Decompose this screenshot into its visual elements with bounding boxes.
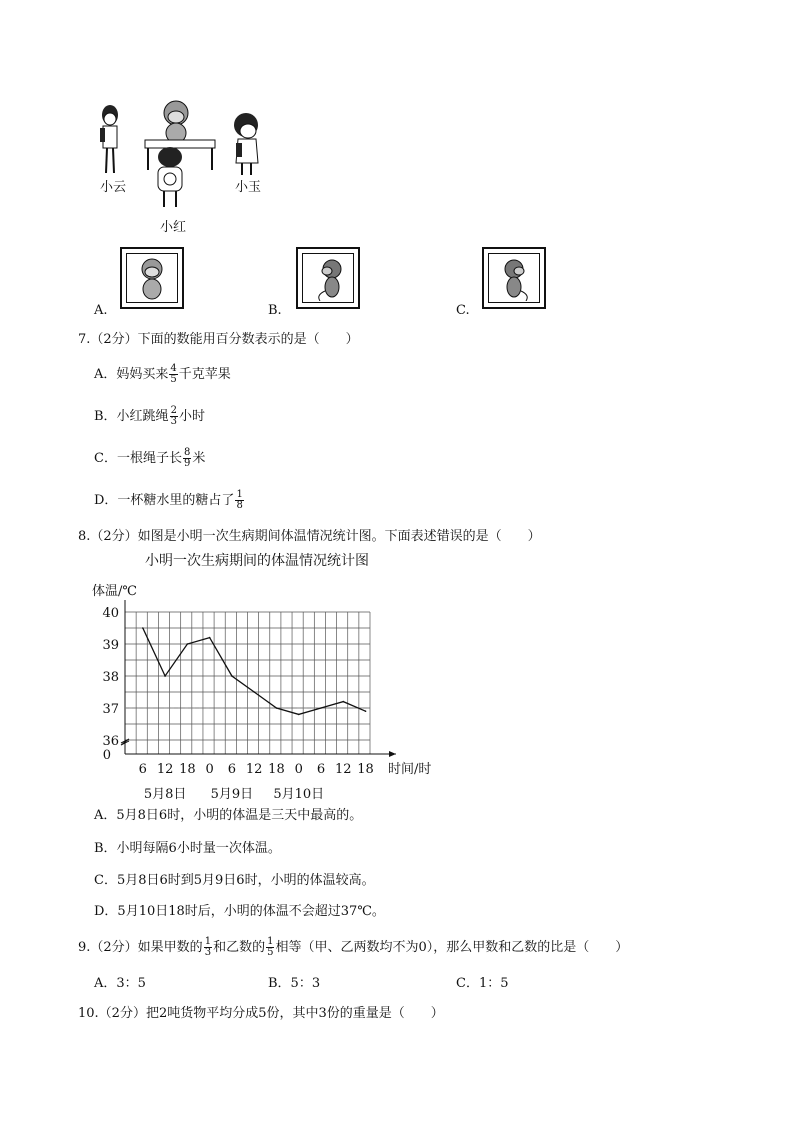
y-tick-label: 36 [102, 734, 119, 749]
chart-title: 小明一次生病期间的体温情况统计图 [145, 553, 369, 569]
data-point [298, 714, 300, 716]
q6-option-a-picture[interactable] [120, 247, 184, 309]
monkey-front-icon [132, 257, 172, 301]
q7-a-text: A．妈妈买来 [94, 367, 169, 382]
q7-option-a[interactable] [94, 362, 231, 388]
q7-b-text: B．小红跳绳 [94, 409, 169, 424]
q7-b-unit: 小时 [178, 409, 205, 424]
fraction: $\frac{4}{5}$ [170, 363, 177, 385]
y-tick-label: 40 [102, 606, 119, 621]
q8-option-a[interactable]: A．5月8日6时，小明的体温是三天中最高的。 [94, 808, 363, 823]
x-tick-label: 12 [245, 762, 263, 777]
q8-option-c[interactable]: C．5月8日6时到5月9日6时，小明的体温较高。 [94, 873, 375, 888]
q7-option-c[interactable] [94, 446, 205, 472]
fraction: $\frac{8}{9}$ [183, 447, 191, 469]
x-axis-arrow [389, 751, 396, 757]
data-point [365, 710, 367, 712]
day-label: 5月8日 [143, 787, 187, 802]
scene-illustration [90, 95, 290, 215]
data-point [342, 701, 344, 703]
data-point [142, 627, 144, 629]
y-tick-label: 39 [102, 638, 119, 653]
x-tick-label: 6 [316, 762, 326, 777]
q9-option-b[interactable]: B．5：3 [268, 976, 321, 991]
label-xiaohong: 小红 [160, 220, 187, 235]
q7-d-text: D．一杯糖水里的糖占了 [94, 493, 235, 508]
q7-a-unit: 千克苹果 [178, 367, 231, 382]
q9-stem-part3: 相等（甲、乙两数均不为0），那么甲数和乙数的比是（ ） [275, 940, 629, 955]
q8-option-d[interactable]: D．5月10日18时后，小明的体温不会超过37℃。 [94, 904, 385, 919]
q6-option-c-label: C. [456, 303, 470, 318]
label-xiaoyun: 小云 [100, 180, 127, 195]
q8-option-b[interactable]: B．小明每隔6小时量一次体温。 [94, 841, 281, 856]
y-axis-label: 体温/℃ [92, 584, 137, 599]
x-tick-label: 0 [205, 762, 214, 777]
q6-option-b-picture[interactable] [296, 247, 360, 309]
monkey-side-left-icon [310, 257, 350, 301]
data-point [164, 675, 166, 677]
x-tick-label: 0 [294, 762, 303, 777]
fraction: $\frac{2}{3}$ [170, 405, 177, 427]
q9-option-c[interactable]: C．1：5 [456, 976, 509, 991]
temperature-series-line [143, 628, 366, 714]
data-point [253, 691, 255, 693]
fraction: $\frac{1}{3}$ [204, 936, 212, 958]
q8-stem: 8.（2分）如图是小明一次生病期间体温情况统计图。下面表述错误的是（ ） [78, 529, 541, 544]
q7-c-unit: 米 [192, 451, 206, 466]
day-label: 5月10日 [273, 787, 325, 802]
fraction: $\frac{1}{8}$ [236, 489, 243, 511]
girl-hong-figure [158, 147, 182, 207]
q7-option-b[interactable] [94, 404, 205, 430]
q9-stem-part2: 和乙数的 [213, 940, 266, 955]
data-point [320, 707, 322, 709]
y-origin-label: 0 [102, 748, 111, 763]
q9-stem [78, 934, 628, 962]
x-tick-label: 18 [357, 762, 374, 777]
x-tick-label: 12 [156, 762, 174, 777]
label-xiaoyu: 小玉 [235, 180, 262, 195]
x-tick-label: 18 [268, 762, 285, 777]
q6-option-a-label: A. [94, 303, 108, 318]
data-point [231, 675, 233, 677]
q6-option-b-label: B. [268, 303, 282, 318]
y-tick-label: 38 [102, 670, 119, 685]
q10-stem: 10.（2分）把2吨货物平均分成5份，其中3份的重量是（ ） [78, 1006, 444, 1021]
data-point [276, 707, 278, 709]
x-axis-label: 时间/时 [388, 762, 432, 777]
y-tick-label: 37 [102, 702, 119, 717]
q6-option-c-picture[interactable] [482, 247, 546, 309]
q7-stem: 7.（2分）下面的数能用百分数表示的是（ ） [78, 332, 359, 347]
data-point [187, 643, 189, 645]
x-tick-label: 12 [334, 762, 352, 777]
day-label: 5月9日 [210, 787, 254, 802]
q7-option-d[interactable] [94, 488, 245, 514]
q9-stem-part1: 9.（2分）如果甲数的 [78, 940, 203, 955]
x-tick-label: 18 [179, 762, 196, 777]
monkey-side-right-icon [496, 257, 536, 301]
x-tick-label: 6 [227, 762, 237, 777]
girl-yun-figure [100, 105, 118, 173]
q7-c-text: C．一根绳子长 [94, 451, 182, 466]
fraction: $\frac{1}{5}$ [267, 936, 274, 958]
q9-option-a[interactable]: A．3：5 [94, 976, 146, 991]
data-point [209, 637, 211, 639]
x-tick-label: 6 [138, 762, 147, 777]
girl-yu-figure [234, 113, 258, 175]
temperature-line-chart [88, 550, 448, 806]
